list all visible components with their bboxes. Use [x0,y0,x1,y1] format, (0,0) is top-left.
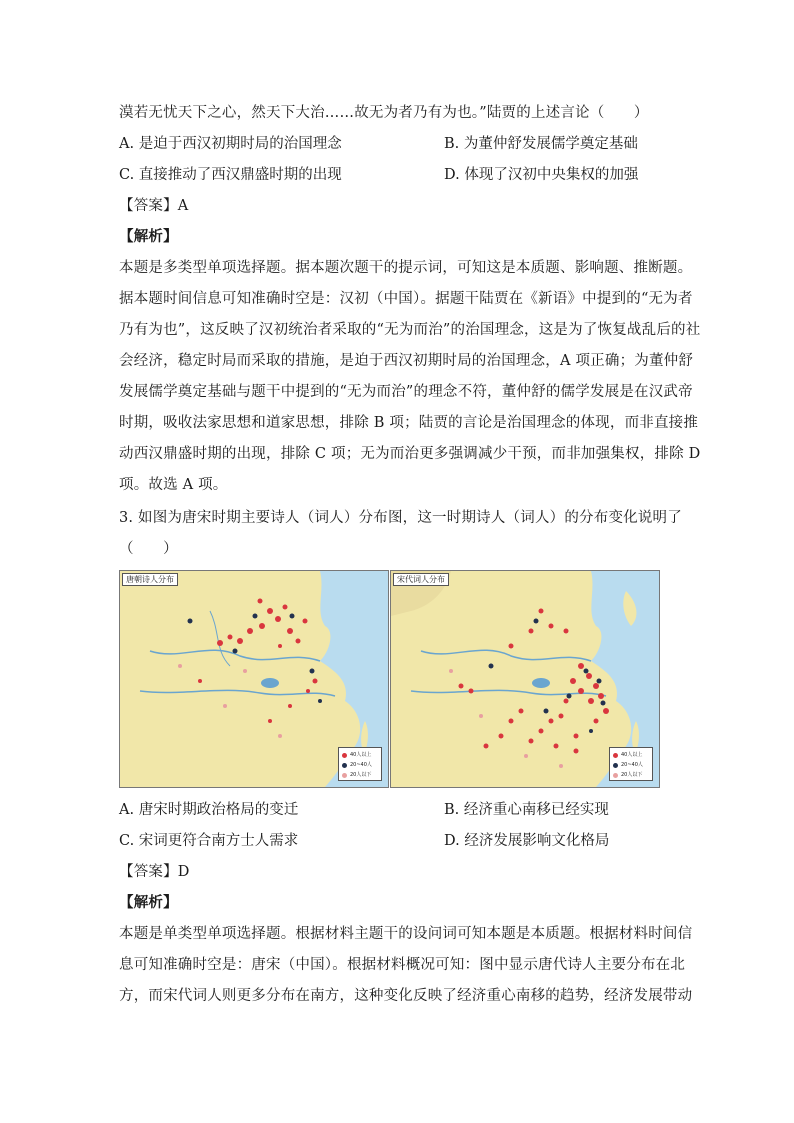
legend-dark-dot [613,763,618,768]
q2-analysis-line: 据本题时间信息可知准确时空是：汉初（中国）。据题干陆贾在《新语》中提到的“无为者 [119,291,693,307]
q3-analysis-line: 息可知准确时空是：唐宋（中国）。根据材料概况可知：图中显示唐代诗人主要分布在北 [119,957,686,973]
q3-analysis-line: 方，而宋代词人则更多分布在南方，这种变化反映了经济重心南移的趋势，经济发展带动 [119,988,693,1004]
legend-label: 20人以下 [621,772,643,778]
q2-stem-tail: 漠若无忧天下之心，然天下大治……故无为者乃有为也。”陆贾的上述言论（ ） [119,105,649,121]
legend-label: 40人以上 [621,752,643,758]
legend-red-dot [613,753,618,758]
q3-option-c: C. 宋词更符合南方士人需求 [119,833,299,849]
q2-analysis-line: 乃有为也”，这反映了汉初统治者采取的“无为而治”的治国理念，这是为了恢复战乱后的社 [119,322,701,338]
q2-analysis-label: 【解析】 [119,228,178,245]
song-map-title: 宋代词人分布 [393,573,449,586]
q3-option-a: A. 唐宋时期政治格局的变迁 [119,802,299,818]
q2-analysis-line: 会经济，稳定时局而采取的措施，是迫于西汉初期时局的治国理念，A 项正确；为董仲舒 [119,353,694,369]
q3-option-b: B. 经济重心南移已经实现 [444,802,609,818]
q3-analysis-line: 本题是单类型单项选择题。根据材料主题干的设问词可知本题是本质题。根据材料时间信 [119,926,693,942]
q2-option-a: A. 是迫于西汉初期时局的治国理念 [119,136,342,152]
legend-pink-dot [613,773,618,778]
q3-answer: 【答案】D [119,864,190,880]
q2-analysis-line: 发展儒学奠定基础与题干中提到的“无为而治”的理念不符，董仲舒的儒学发展是在汉武帝 [119,384,693,400]
q2-analysis-line: 本题是多类型单项选择题。据本题次题干的提示词，可知这是本质题、影响题、推断题。 [119,260,693,276]
tang-map-legend [338,747,382,781]
q3-stem-line: 3. 如图为唐宋时期主要诗人（词人）分布图，这一时期诗人（词人）的分布变化说明了 [119,510,682,526]
legend-label: 20~40人 [350,762,372,768]
q3-stem-line: （ ） [119,541,178,557]
q2-option-d: D. 体现了汉初中央集权的加强 [444,167,639,183]
q3-option-d: D. 经济发展影响文化格局 [444,833,610,849]
q3-analysis-label: 【解析】 [119,894,178,911]
q2-option-c: C. 直接推动了西汉鼎盛时期的出现 [119,167,342,183]
tang-poets-map [119,570,389,788]
tang-map-title: 唐朝诗人分布 [122,573,178,586]
legend-label: 20~40人 [621,762,643,768]
song-ci-poets-map [390,570,660,788]
legend-red-dot [342,753,347,758]
legend-label: 40人以上 [350,752,372,758]
q2-option-b: B. 为董仲舒发展儒学奠定基础 [444,136,638,152]
legend-label: 20人以下 [350,772,372,778]
q2-analysis-line: 项。故选 A 项。 [119,477,228,493]
q2-analysis-line: 时期，吸收法家思想和道家思想，排除 B 项；陆贾的言论是治国理念的体现，而非直接推 [119,415,699,431]
song-map-legend [609,747,653,781]
legend-pink-dot [342,773,347,778]
q2-answer: 【答案】A [119,198,189,214]
q2-analysis-line: 动西汉鼎盛时期的出现，排除 C 项；无为而治更多强调减少干预，而非加强集权，排除 D [119,446,701,462]
legend-dark-dot [342,763,347,768]
